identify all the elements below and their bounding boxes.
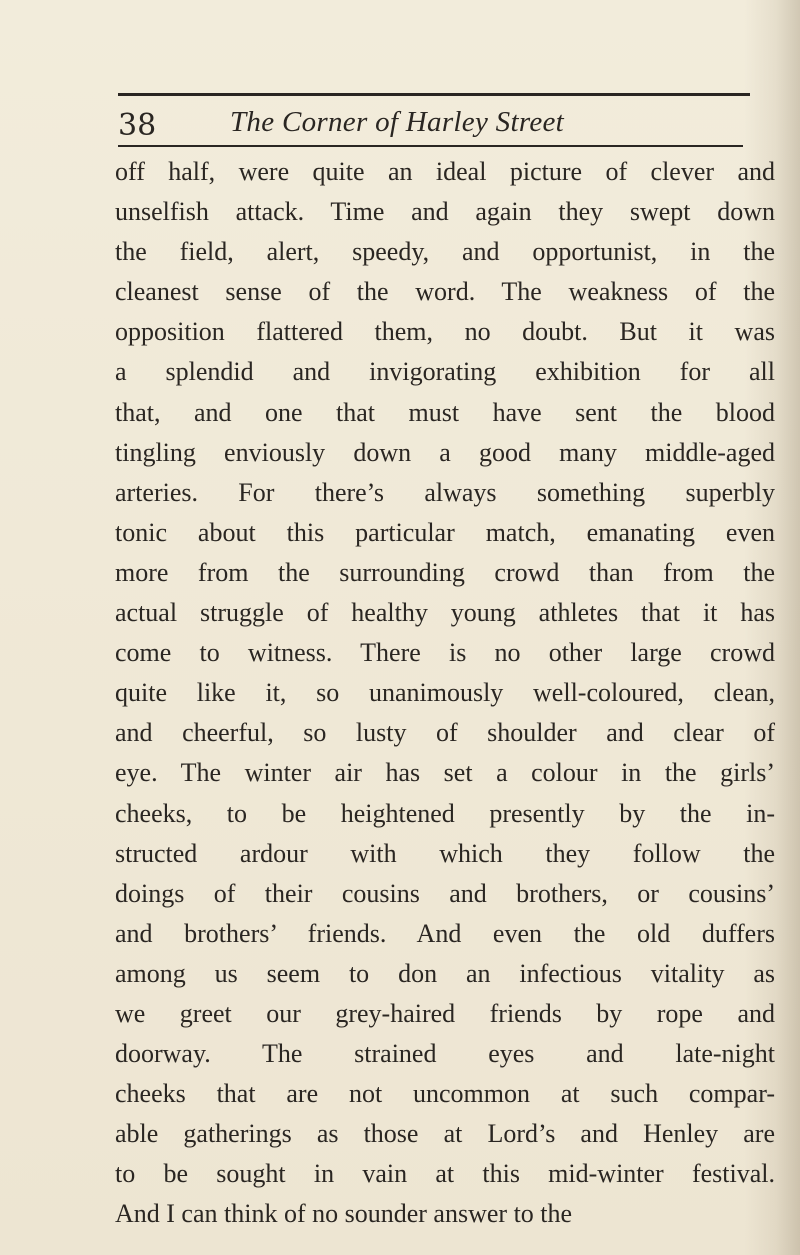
text-line: come to witness. There is no other large crowd: [115, 638, 775, 668]
running-title: The Corner of Harley Street: [230, 106, 565, 138]
text-line: tonic about this particular match, emanating even: [115, 517, 775, 547]
text-line: cheeks that are not uncommon at such compar-: [115, 1079, 775, 1109]
text-line: a splendid and invigorating exhibition for all: [115, 357, 775, 387]
text-line: quite like it, so unanimously well-coloured, clean,: [115, 678, 775, 708]
text-line: tingling enviously down a good many middle-aged: [115, 437, 775, 467]
text-line: to be sought in vain at this mid-winter festival.: [115, 1159, 775, 1189]
text-line: the field, alert, speedy, and opportunist, in the: [115, 237, 775, 267]
text-line: unselfish attack. Time and again they swept down: [115, 197, 775, 227]
text-line: actual struggle of healthy young athletes that it has: [115, 598, 775, 628]
text-line: doings of their cousins and brothers, or cousins’: [115, 878, 775, 908]
text-line: able gatherings as those at Lord’s and Henley are: [115, 1119, 775, 1149]
text-line: eye. The winter air has set a colour in the girls’: [115, 758, 775, 788]
text-line: doorway. The strained eyes and late-night: [115, 1039, 775, 1069]
running-head: [0, 96, 800, 146]
text-line: structed ardour with which they follow the: [115, 838, 775, 868]
header-rule-bottom: [118, 145, 743, 147]
body-text: [115, 152, 775, 1235]
text-line: among us seem to don an infectious vitality as: [115, 958, 775, 988]
text-line: more from the surrounding crowd than from the: [115, 557, 775, 587]
text-line: cleanest sense of the word. The weakness of the: [115, 277, 775, 307]
text-line: And I can think of no sounder answer to the: [115, 1199, 573, 1229]
text-line: that, and one that must have sent the blood: [115, 397, 775, 427]
text-line: and cheerful, so lusty of shoulder and clear of: [115, 718, 775, 748]
text-line: off half, were quite an ideal picture of clever and: [115, 157, 775, 186]
text-line: arteries. For there’s always something superbly: [115, 477, 775, 507]
text-line: we greet our grey-haired friends by rope and: [115, 998, 775, 1028]
text-line: opposition flattered them, no doubt. But it was: [115, 317, 775, 347]
text-line: cheeks, to be heightened presently by the in-: [115, 798, 775, 828]
page-number: 38: [118, 108, 157, 143]
text-line: and brothers’ friends. And even the old duffers: [115, 918, 775, 948]
